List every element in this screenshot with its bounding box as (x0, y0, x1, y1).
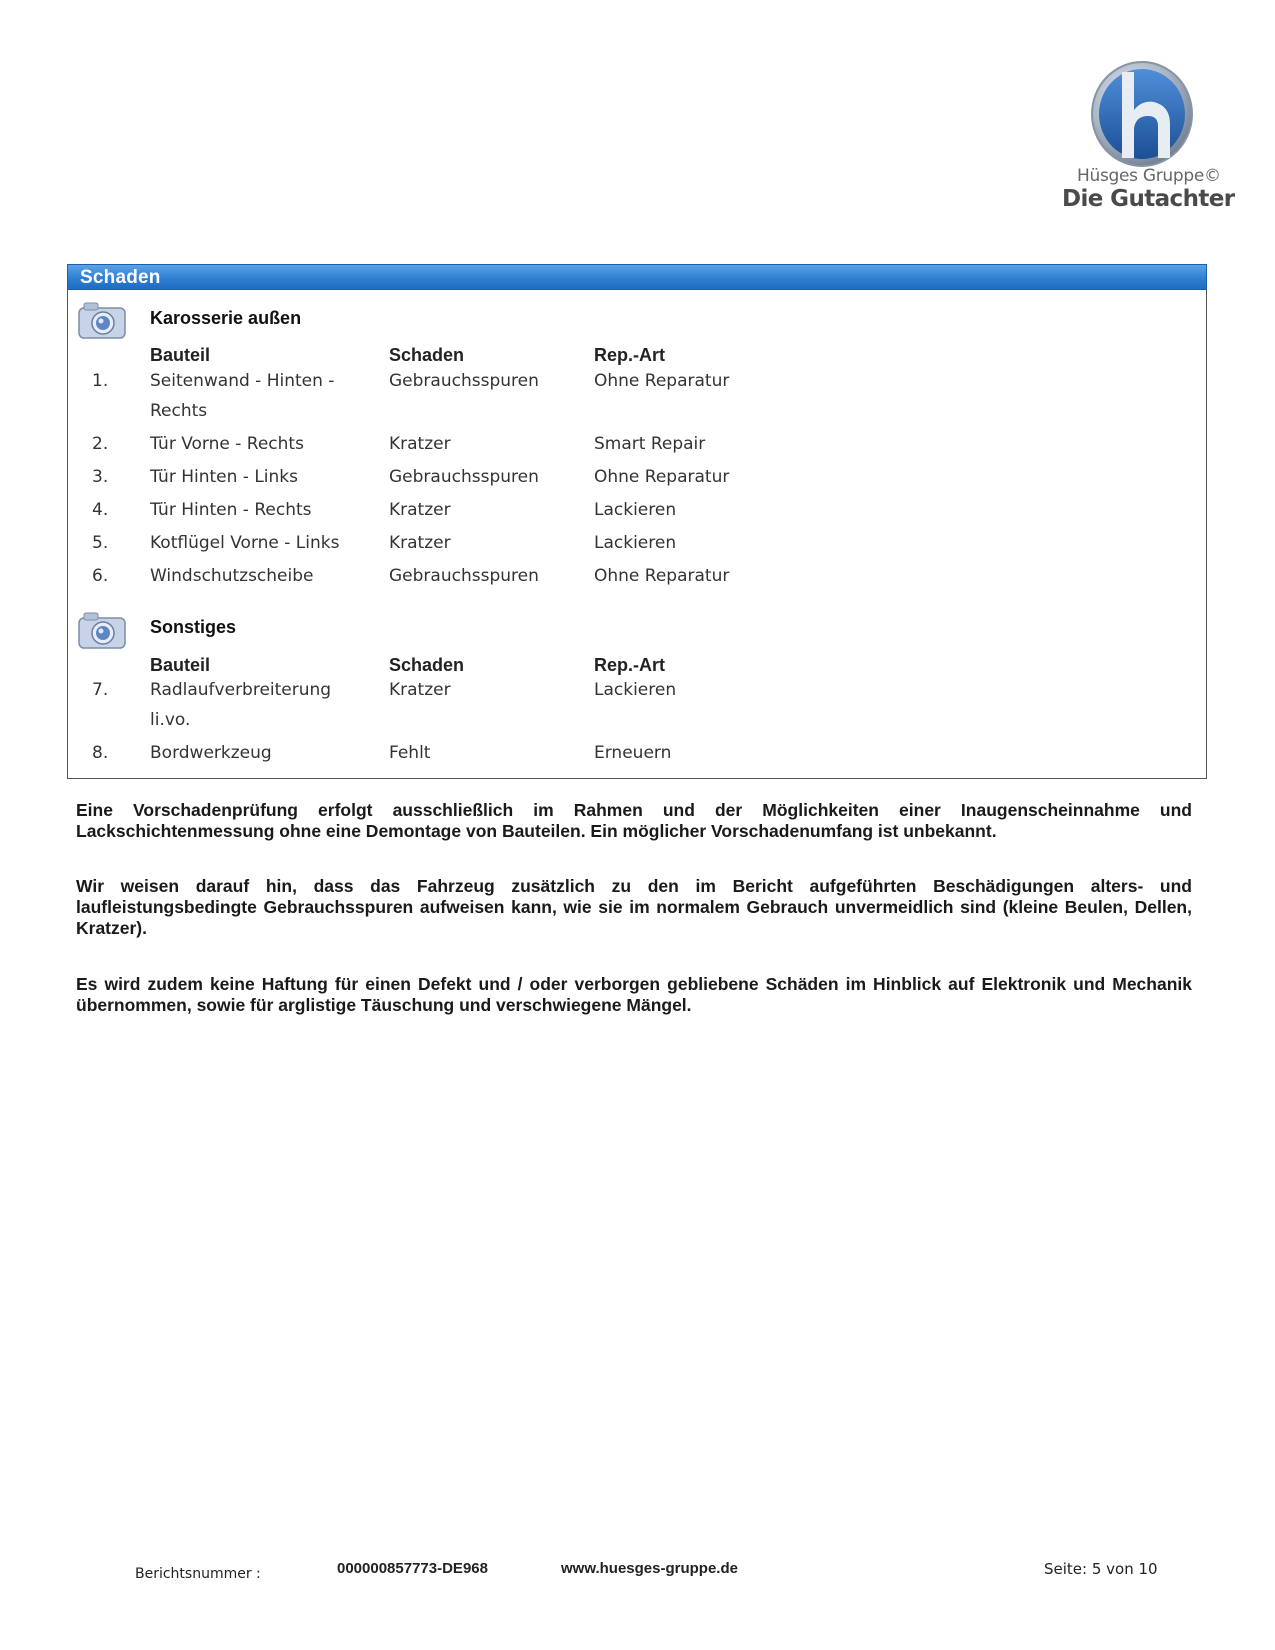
row-rep-art: Lackieren (594, 500, 677, 520)
row-schaden: Gebrauchsspuren (389, 467, 539, 487)
col-head-rep-art: Rep.-Art (594, 345, 665, 365)
row-number: 5. (92, 533, 109, 553)
website-link[interactable]: www.huesges-gruppe.de (561, 1560, 738, 1577)
row-schaden: Gebrauchsspuren (389, 371, 539, 391)
row-number: 1. (92, 371, 109, 391)
category-title-karosserie: Karosserie außen (150, 308, 302, 328)
row-number: 3. (92, 467, 109, 487)
row-bauteil: Radlaufverbreiterung li.vo. (150, 680, 332, 730)
row-rep-art: Ohne Reparatur (594, 371, 730, 391)
disclaimer-paragraph: Wir weisen darauf hin, dass das Fahrzeug zusätzlich zu den im Bericht aufgeführten Beschädigungen alters- und laufleistungsbedingte Gebrauchsspuren aufweisen kann, wie sie im normalem Gebrauch unvermeidlich sind (kleine Beulen, Dellen, Kratzer). (76, 876, 1192, 938)
row-bauteil: Tür Hinten - Rechts (150, 500, 312, 520)
col-head-bauteil: Bauteil (150, 655, 211, 675)
row-number: 7. (92, 680, 109, 700)
row-number: 6. (92, 566, 109, 586)
logo-line-1: Hüsges Gruppe© (1077, 166, 1221, 186)
disclaimer-paragraph: Eine Vorschadenprüfung erfolgt ausschließlich im Rahmen und der Möglichkeiten einer Inaugenscheinnahme und Lackschichtenmessung ohne eine Demontage von Bauteilen. Ein möglicher Vorschadenumfang ist unbekannt. (76, 800, 1192, 841)
col-head-schaden: Schaden (389, 345, 465, 365)
section-title: Schaden (80, 267, 161, 288)
camera-icon[interactable] (76, 298, 128, 342)
row-schaden: Gebrauchsspuren (389, 566, 539, 586)
row-bauteil: Bordwerkzeug (150, 743, 272, 763)
row-schaden: Kratzer (389, 500, 451, 520)
row-rep-art: Ohne Reparatur (594, 467, 730, 487)
report-number-label: Berichtsnummer : (135, 1566, 261, 1582)
row-number: 2. (92, 434, 109, 454)
row-schaden: Kratzer (389, 533, 451, 553)
logo-line-2: Die Gutachter (1062, 186, 1235, 212)
row-rep-art: Smart Repair (594, 434, 706, 454)
category-title-sonstiges: Sonstiges (150, 617, 237, 637)
row-number: 4. (92, 500, 109, 520)
row-rep-art: Lackieren (594, 680, 677, 700)
report-number: 000000857773-DE968 (337, 1560, 488, 1577)
row-schaden: Kratzer (389, 680, 451, 700)
row-rep-art: Erneuern (594, 743, 672, 763)
col-head-bauteil: Bauteil (150, 345, 211, 365)
col-head-schaden: Schaden (389, 655, 465, 675)
row-rep-art: Ohne Reparatur (594, 566, 730, 586)
row-bauteil: Kotflügel Vorne - Links (150, 533, 340, 553)
page-indicator: Seite: 5 von 10 (1044, 1560, 1158, 1578)
row-bauteil: Seitenwand - Hinten - Rechts (150, 371, 335, 421)
row-rep-art: Lackieren (594, 533, 677, 553)
damage-list (67, 290, 1207, 779)
row-bauteil: Windschutzscheibe (150, 566, 314, 586)
row-number: 8. (92, 743, 109, 763)
row-bauteil: Tür Hinten - Links (150, 467, 299, 487)
row-schaden: Kratzer (389, 434, 451, 454)
section-header-schaden (67, 264, 1207, 290)
row-bauteil: Tür Vorne - Rechts (150, 434, 304, 454)
col-head-rep-art: Rep.-Art (594, 655, 665, 675)
row-schaden: Fehlt (389, 743, 431, 763)
disclaimer-paragraph: Es wird zudem keine Haftung für einen Defekt und / oder verborgen gebliebene Schäden im Hinblick auf Elektronik und Mechanik übernommen, sowie für arglistige Täuschung und verschwiegene Mängel. (76, 974, 1192, 1015)
camera-icon[interactable] (76, 608, 128, 652)
